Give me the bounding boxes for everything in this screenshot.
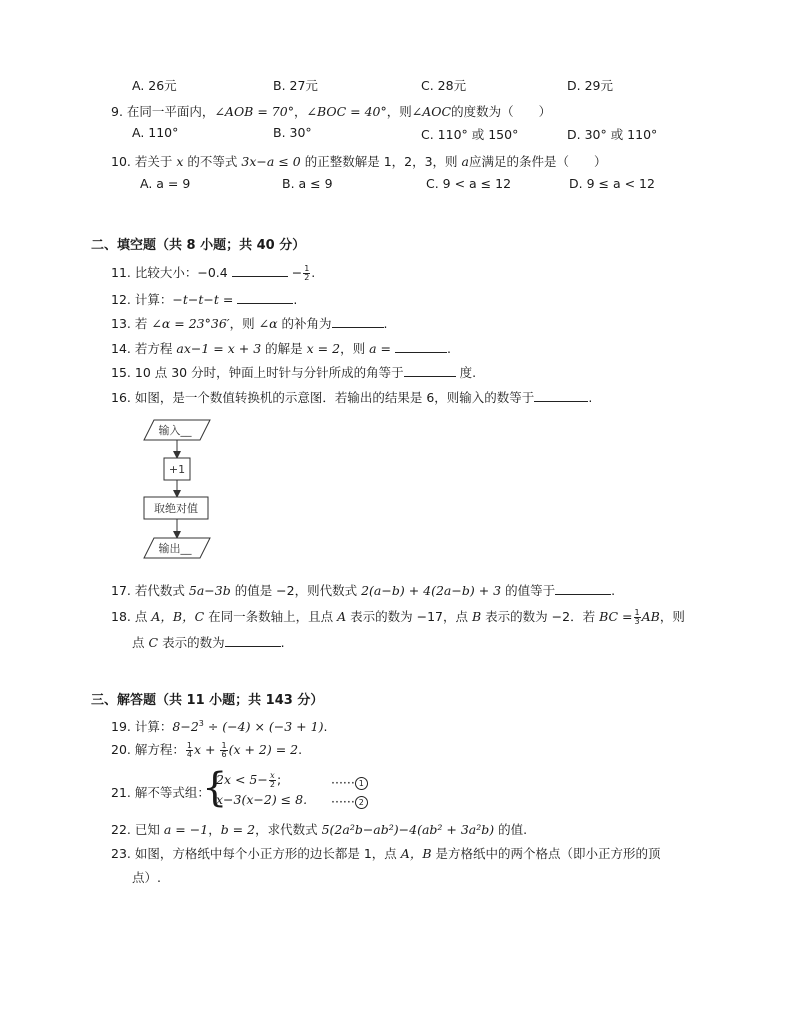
q19-exponent: 3 <box>198 718 204 728</box>
fraction <box>220 742 227 759</box>
q14-math: a = <box>369 341 391 356</box>
q11-text: 比较大小：−0.4 <box>134 265 228 280</box>
q9-text: ， <box>293 104 307 119</box>
fraction <box>634 609 641 626</box>
q17-text: 若代数式 <box>134 583 185 598</box>
q18-math: AB <box>641 609 660 624</box>
q16-text: 如图，是一个数值转换机的示意图．若输出的结果是 6，则输入的数等于 <box>134 390 535 405</box>
fraction-denominator: 2 <box>269 780 275 789</box>
conversion-flowchart <box>138 414 218 566</box>
q19-math: ÷ (−4) × (−3 + 1) <box>207 719 324 734</box>
q12-end: . <box>293 292 298 307</box>
q14 <box>111 339 451 357</box>
q13-text: 的补角为 <box>281 316 332 331</box>
answer-blank[interactable] <box>404 364 456 377</box>
q22-text: 已知 <box>134 822 160 837</box>
q13 <box>111 314 388 332</box>
question-number: 19. <box>111 719 131 734</box>
fraction-numerator: 1 <box>304 264 310 273</box>
fraction-denominator: 6 <box>221 750 227 759</box>
q23-text: 如图，方格纸中每个小正方形的边长都是 1，点 <box>134 846 397 861</box>
q19 <box>111 717 327 735</box>
question-number: 14. <box>111 341 131 356</box>
q15 <box>111 363 476 381</box>
q21-label <box>111 783 210 801</box>
fraction-denominator: 2 <box>304 273 310 282</box>
q18-line1 <box>111 607 685 626</box>
q22-text: 的值. <box>498 822 528 837</box>
q10-math: x <box>176 154 184 169</box>
q9-math: ∠BOC = 40° <box>306 104 387 119</box>
q14-text: 若方程 <box>134 341 173 356</box>
q17-text: 的值等于 <box>505 583 556 598</box>
q21-mark1 <box>331 775 368 790</box>
q9-math: ∠AOC <box>411 104 452 119</box>
question-number: 21. <box>111 785 131 800</box>
q18-text: 表示的数为 −17，点 <box>350 609 469 624</box>
fraction-denominator: 3 <box>634 617 640 626</box>
answer-blank[interactable] <box>555 582 611 595</box>
q11-end: . <box>311 265 316 280</box>
question-number: 15. <box>111 365 131 380</box>
question-number: 23. <box>111 846 131 861</box>
q10-option-d: D. 9 ≤ a < 12 <box>569 176 655 191</box>
q17-text: 的值是 −2，则代数式 <box>234 583 358 598</box>
question-number: 12. <box>111 292 131 307</box>
question-number: 17. <box>111 583 131 598</box>
q10-math: 3x−a ≤ 0 <box>241 154 301 169</box>
fraction-numerator: 1 <box>221 741 227 750</box>
q21-math: 2x < 5− <box>216 772 268 787</box>
q19-math: 8−2 <box>172 719 199 734</box>
q9-math: ∠AOB = 70° <box>214 104 294 119</box>
section-title-solutions: 三、解答题（共 11 小题；共 143 分） <box>91 693 324 708</box>
answer-blank[interactable] <box>232 264 288 277</box>
q21-mark2 <box>331 794 368 809</box>
q8-option-d: D. 29元 <box>567 78 613 93</box>
question-number: 11. <box>111 265 131 280</box>
q21-dots: ······ <box>331 775 355 790</box>
q13-end: . <box>383 316 388 331</box>
q10-option-b: B. a ≤ 9 <box>282 176 333 191</box>
q10-math: a <box>461 154 469 169</box>
q14-end: . <box>446 341 451 356</box>
q13-math: ∠α <box>258 316 278 331</box>
q18-text: 表示的数为 <box>162 635 225 650</box>
q14-math: x = 2 <box>306 341 341 356</box>
answer-blank[interactable] <box>237 291 293 304</box>
q9-option-b: B. 30° <box>273 125 312 140</box>
q23-line2: 点）. <box>132 870 161 885</box>
question-number: 10. <box>111 154 131 169</box>
q9-option-d: D. 30° 或 110° <box>567 127 658 142</box>
q8-option-b: B. 27元 <box>273 78 318 93</box>
q22-math: 5(2a²b−ab²)−4(ab² + 3a²b) <box>321 822 495 837</box>
q17-end: . <box>611 583 616 598</box>
answer-blank[interactable] <box>225 634 281 647</box>
q9-option-a: A. 110° <box>132 125 179 140</box>
q18-math: C <box>148 635 159 650</box>
q18-math: A <box>337 609 347 624</box>
fraction <box>269 772 276 789</box>
q11 <box>111 263 315 282</box>
q18-end: . <box>280 635 285 650</box>
q9-stem <box>111 102 551 120</box>
q18-text: 点 <box>132 635 145 650</box>
q13-text: 若 <box>134 316 148 331</box>
q18-text: 表示的数为 −2．若 <box>485 609 596 624</box>
q19-text: 计算： <box>134 719 173 734</box>
q21-dots: ······ <box>331 794 355 809</box>
q14-text: 的解是 <box>265 341 303 356</box>
q10-text: 若关于 <box>134 154 173 169</box>
fraction-denominator: 4 <box>186 750 192 759</box>
q21-row1 <box>216 772 281 789</box>
q9-option-c: C. 110° 或 150° <box>421 127 519 142</box>
question-number: 22. <box>111 822 131 837</box>
q22-math: b = 2 <box>220 822 256 837</box>
fraction-numerator: 1 <box>634 608 640 617</box>
q21-text: 解不等式组： <box>134 785 210 800</box>
q12 <box>111 290 297 308</box>
q10-text: 应满足的条件是（ ） <box>469 154 607 169</box>
q18-text: ，则 <box>659 609 685 624</box>
q13-text: ，则 <box>229 316 255 331</box>
q12-text: 计算： <box>134 292 173 307</box>
q10-stem <box>111 152 607 170</box>
q10-text: 的不等式 <box>187 154 238 169</box>
q22-text: ，求代数式 <box>255 822 318 837</box>
fraction-numerator: x <box>270 771 275 780</box>
q22 <box>111 820 527 838</box>
question-number: 20. <box>111 742 131 757</box>
system-brace: { <box>202 765 228 811</box>
q20-end: . <box>298 742 303 757</box>
q11-sign: − <box>291 265 303 280</box>
q13-math: ∠α = 23°36′ <box>151 316 230 331</box>
q10-option-c: C. 9 < a ≤ 12 <box>426 176 512 191</box>
question-number: 18. <box>111 609 131 624</box>
section-title-fill-blank: 二、填空题（共 8 小题；共 40 分） <box>91 238 306 253</box>
q8-option-a: A. 26元 <box>132 78 177 93</box>
answer-blank[interactable] <box>534 389 588 402</box>
q18-math: B <box>472 609 482 624</box>
q9-text: ，则 <box>386 104 412 119</box>
fraction-numerator: 1 <box>186 741 192 750</box>
fraction <box>303 265 310 282</box>
q18-math: BC = <box>599 609 633 624</box>
q23-math: A，B <box>400 846 432 861</box>
answer-blank[interactable] <box>395 340 447 353</box>
q23-line1 <box>111 844 661 862</box>
q21-row2 <box>216 792 307 807</box>
circled-number: 1 <box>355 777 368 790</box>
fraction <box>186 742 193 759</box>
q22-math: a = −1 <box>163 822 209 837</box>
q21-end: ; <box>276 772 282 787</box>
q15-end: 度. <box>459 365 477 380</box>
question-number: 13. <box>111 316 131 331</box>
q9-text: 的度数为（ ） <box>451 104 552 119</box>
q23-text: 是方格纸中的两个格点（即小正方形的顶 <box>435 846 661 861</box>
q8-option-c: C. 28元 <box>421 78 467 93</box>
q20-math: x + <box>193 742 216 757</box>
q18-text: 在同一条数轴上，且点 <box>208 609 334 624</box>
q16 <box>111 388 592 406</box>
q18-text: 点 <box>134 609 148 624</box>
flowchart-abs-label: 取绝对值 <box>154 502 198 515</box>
q10-text: 的正整数解是 1，2，3，则 <box>304 154 458 169</box>
q17-math: 5a−3b <box>188 583 231 598</box>
q10-option-a: A. a = 9 <box>140 176 191 191</box>
question-number: 16. <box>111 390 131 405</box>
q18-line2 <box>132 633 285 651</box>
flowchart-output-label: 输出__ <box>158 542 192 555</box>
q15-text: 10 点 30 分时，钟面上时针与分针所成的角等于 <box>134 365 404 380</box>
q12-math: −t−t−t = <box>172 292 234 307</box>
q19-end: . <box>323 719 328 734</box>
circled-number: 2 <box>355 796 368 809</box>
q21-math: x−3(x−2) ≤ 8. <box>216 792 308 807</box>
q18-math: A，B，C <box>151 609 205 624</box>
q16-end: . <box>588 390 593 405</box>
q20-text: 解方程： <box>134 742 185 757</box>
q14-text: ，则 <box>340 341 366 356</box>
flowchart-input-label: 输入__ <box>158 424 192 437</box>
answer-blank[interactable] <box>332 315 384 328</box>
flowchart-plus-label: +1 <box>168 463 186 476</box>
question-number: 9. <box>111 104 123 119</box>
q17 <box>111 581 615 599</box>
q17-math: 2(a−b) + 4(2a−b) + 3 <box>361 583 502 598</box>
q9-text: 在同一平面内， <box>126 104 215 119</box>
q14-math: ax−1 = x + 3 <box>176 341 262 356</box>
q22-text: ， <box>208 822 221 837</box>
q20 <box>111 740 302 759</box>
q20-math: (x + 2) = 2 <box>228 742 299 757</box>
